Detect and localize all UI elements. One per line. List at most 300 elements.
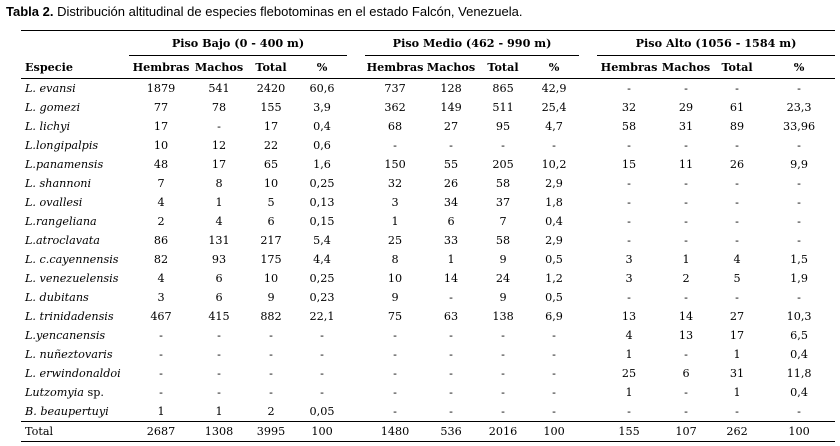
table-cell: 32	[387, 177, 403, 190]
table-cell: 6,9	[545, 310, 563, 323]
table-cell: 0,23	[309, 291, 335, 304]
caption-text: Distribución altitudinal de especies flebotominas en el estado Falcón, Venezuela.	[57, 4, 523, 19]
table-cell: 58	[495, 177, 511, 190]
table-cell: 415	[208, 310, 230, 323]
table-cell: -	[501, 405, 505, 418]
table-cell: 6	[682, 367, 690, 380]
species-table	[21, 30, 835, 442]
table-cell: 541	[208, 82, 230, 95]
table-cell: 93	[211, 253, 227, 266]
table-cell: 25	[387, 234, 403, 247]
table-cell: 60,6	[309, 82, 335, 95]
table-row	[21, 250, 835, 269]
table-cell: 1	[391, 215, 399, 228]
table-row	[21, 345, 835, 364]
table-cell: 7	[499, 215, 507, 228]
species-name-text: L.atroclavata	[25, 234, 100, 247]
table-cell: 107	[661, 422, 711, 442]
table-cell: 48	[153, 158, 169, 171]
table-row	[21, 288, 835, 307]
table-cell: 33	[443, 234, 459, 247]
species-name	[21, 98, 129, 117]
table-cell: -	[684, 215, 688, 228]
column-header: Hembras	[132, 60, 190, 74]
total-row	[21, 422, 835, 442]
table-cell: -	[684, 82, 688, 95]
species-name	[21, 326, 129, 345]
table-cell: -	[449, 139, 453, 152]
table-cell: -	[735, 196, 739, 209]
table-cell: 2,9	[545, 234, 563, 247]
table-cell: 86	[153, 234, 169, 247]
table-cell: 61	[729, 101, 745, 114]
table-cell: 0,05	[309, 405, 335, 418]
column-header: Hembras	[600, 60, 658, 74]
table-row	[21, 212, 835, 231]
group-header-bajo: Piso Bajo (0 - 400 m)	[129, 31, 347, 56]
table-cell: -	[449, 386, 453, 399]
table-row	[21, 193, 835, 212]
table-cell: -	[797, 291, 801, 304]
table-cell: 155	[260, 101, 282, 114]
table-cell: 1879	[146, 82, 176, 95]
table-cell: 1,5	[790, 253, 808, 266]
table-cell: 100	[529, 422, 579, 442]
table-cell: 22,1	[309, 310, 335, 323]
species-name-text: B. beaupertuyi	[25, 405, 109, 418]
table-cell: 10,2	[541, 158, 567, 171]
total-label	[21, 422, 129, 442]
table-cell: -	[627, 177, 631, 190]
table-cell: -	[320, 367, 324, 380]
column-header-species: Especie	[25, 59, 73, 74]
table-cell: 9	[499, 253, 507, 266]
table-cell: -	[735, 82, 739, 95]
table-cell: -	[217, 329, 221, 342]
species-name-text: L. nuñeztovaris	[25, 348, 113, 361]
table-cell: 1	[157, 405, 165, 418]
table-cell: 2016	[477, 422, 529, 442]
species-name	[21, 174, 129, 193]
species-name	[21, 231, 129, 250]
table-row	[21, 307, 835, 326]
table-cell: 58	[495, 234, 511, 247]
table-cell: 14	[443, 272, 459, 285]
column-header: Total	[255, 60, 287, 74]
table-cell: -	[449, 367, 453, 380]
table-cell: 37	[495, 196, 511, 209]
table-cell: 9	[391, 291, 399, 304]
table-cell: 1,9	[790, 272, 808, 285]
table-cell: -	[552, 329, 556, 342]
table-row	[21, 326, 835, 345]
table-cell: 1308	[193, 422, 245, 442]
table-cell: 4	[157, 272, 165, 285]
table-cell: -	[684, 291, 688, 304]
table-cell: 9	[267, 291, 275, 304]
table-cell: 128	[440, 82, 462, 95]
table-cell: 2,9	[545, 177, 563, 190]
table-cell: 536	[425, 422, 477, 442]
table-cell: -	[393, 405, 397, 418]
table-cell: 65	[263, 158, 279, 171]
table-cell: 42,9	[541, 82, 567, 95]
table-cell: -	[735, 234, 739, 247]
table-cell: 0,4	[790, 386, 808, 399]
table-row	[21, 79, 835, 99]
table-cell: 17	[729, 329, 745, 342]
table-cell: -	[684, 405, 688, 418]
table-cell: 78	[211, 101, 227, 114]
table-cell: 15	[621, 158, 637, 171]
table-cell: 865	[492, 82, 514, 95]
table-cell: 100	[763, 422, 835, 442]
table-cell: 2	[267, 405, 275, 418]
table-cell: 262	[711, 422, 763, 442]
table-cell: 27	[443, 120, 459, 133]
table-cell: -	[393, 139, 397, 152]
table-cell: 77	[153, 101, 169, 114]
table-cell: -	[735, 215, 739, 228]
table-cell: -	[269, 348, 273, 361]
table-cell: 5	[733, 272, 741, 285]
table-cell: 0,25	[309, 177, 335, 190]
table-cell: 5	[267, 196, 275, 209]
table-cell: -	[797, 177, 801, 190]
table-cell: -	[449, 405, 453, 418]
table-row	[21, 98, 835, 117]
column-header-row	[21, 56, 835, 79]
table-cell: 511	[492, 101, 514, 114]
table-cell: 22	[263, 139, 279, 152]
table-cell: -	[684, 348, 688, 361]
table-cell: -	[501, 367, 505, 380]
table-cell: 23,3	[786, 101, 812, 114]
table-cell: 31	[729, 367, 745, 380]
table-cell: 1	[625, 348, 633, 361]
species-name-text: L. evansi	[25, 82, 76, 95]
table-cell: -	[501, 139, 505, 152]
table-cell: 8	[215, 177, 223, 190]
species-name	[21, 212, 129, 231]
table-cell: -	[320, 386, 324, 399]
table-cell: 1,8	[545, 196, 563, 209]
table-cell: -	[449, 291, 453, 304]
table-cell: 1	[215, 405, 223, 418]
table-cell: 1,2	[545, 272, 563, 285]
table-cell: 1	[215, 196, 223, 209]
table-cell: -	[552, 386, 556, 399]
table-cell: -	[393, 386, 397, 399]
column-header: %	[793, 60, 805, 74]
table-cell: -	[627, 405, 631, 418]
table-cell: -	[627, 291, 631, 304]
species-name-text: L. c.cayennensis	[25, 253, 119, 266]
species-name	[21, 79, 129, 99]
table-cell: 63	[443, 310, 459, 323]
table-cell: 2420	[256, 82, 286, 95]
table-cell: -	[735, 405, 739, 418]
species-name	[21, 288, 129, 307]
table-cell: -	[449, 348, 453, 361]
table-cell: 11	[678, 158, 694, 171]
table-cell: 29	[678, 101, 694, 114]
species-name-text: L. ovallesi	[25, 196, 83, 209]
table-cell: -	[735, 177, 739, 190]
column-header: Total	[721, 60, 753, 74]
table-cell: 9	[499, 291, 507, 304]
table-cell: -	[552, 139, 556, 152]
table-cell: 17	[211, 158, 227, 171]
column-header: %	[316, 60, 328, 74]
table-cell: 10	[263, 177, 279, 190]
group-header-row	[21, 31, 835, 56]
species-name	[21, 383, 129, 402]
species-name	[21, 136, 129, 155]
table-cell: 0,13	[309, 196, 335, 209]
table-cell: 26	[443, 177, 459, 190]
table-cell: 2	[157, 215, 165, 228]
species-name	[21, 250, 129, 269]
table-cell: 34	[443, 196, 459, 209]
species-name	[21, 117, 129, 136]
table-cell: 25,4	[541, 101, 567, 114]
table-cell: -	[627, 82, 631, 95]
table-row	[21, 174, 835, 193]
table-cell: 26	[729, 158, 745, 171]
table-cell: 205	[492, 158, 514, 171]
table-row	[21, 117, 835, 136]
table-cell: -	[217, 386, 221, 399]
table-row	[21, 269, 835, 288]
table-cell: 10	[153, 139, 169, 152]
table-cell: 9,9	[790, 158, 808, 171]
table-cell: -	[627, 215, 631, 228]
table-row	[21, 155, 835, 174]
table-cell: -	[552, 348, 556, 361]
table-cell: 89	[729, 120, 745, 133]
species-name-text: L. venezuelensis	[25, 272, 119, 285]
table-cell: -	[269, 329, 273, 342]
species-name-text: Total	[25, 425, 54, 438]
table-cell: 17	[263, 120, 279, 133]
table-cell: -	[797, 196, 801, 209]
table-cell: 10	[263, 272, 279, 285]
table-cell: 1,6	[313, 158, 331, 171]
species-name	[21, 402, 129, 422]
table-cell: -	[501, 348, 505, 361]
column-header: Hembras	[366, 60, 424, 74]
table-cell: -	[320, 329, 324, 342]
table-cell: 4	[625, 329, 633, 342]
species-name	[21, 307, 129, 326]
table-cell: 150	[384, 158, 406, 171]
table-cell: 6,5	[790, 329, 808, 342]
table-cell: -	[684, 177, 688, 190]
table-cell: -	[735, 291, 739, 304]
table-cell: 13	[678, 329, 694, 342]
table-cell: 0,4	[313, 120, 331, 133]
table-cell: 75	[387, 310, 403, 323]
species-name	[21, 193, 129, 212]
table-cell: 55	[443, 158, 459, 171]
table-cell: -	[217, 367, 221, 380]
table-cell: -	[393, 348, 397, 361]
table-cell: -	[393, 367, 397, 380]
table-cell: 8	[391, 253, 399, 266]
table-cell: 1	[447, 253, 455, 266]
table-cell: -	[501, 386, 505, 399]
table-cell: 12	[211, 139, 227, 152]
table-cell: 58	[621, 120, 637, 133]
table-cell: 32	[621, 101, 637, 114]
column-header: Machos	[194, 60, 244, 74]
table-cell: -	[217, 348, 221, 361]
table-cell: -	[159, 386, 163, 399]
table-cell: -	[797, 234, 801, 247]
table-cell: 1	[733, 348, 741, 361]
table-cell: 3	[625, 253, 633, 266]
table-cell: 2687	[129, 422, 193, 442]
table-cell: 0,6	[313, 139, 331, 152]
table-cell: 4,7	[545, 120, 563, 133]
table-cell: -	[735, 139, 739, 152]
table-row	[21, 402, 835, 422]
species-name	[21, 345, 129, 364]
table-cell: -	[449, 329, 453, 342]
table-cell: -	[627, 139, 631, 152]
table-cell: 217	[260, 234, 282, 247]
table-cell: 4,4	[313, 253, 331, 266]
table-cell: 0,4	[545, 215, 563, 228]
species-name-text: L.rangeliana	[25, 215, 97, 228]
table-cell: 4	[215, 215, 223, 228]
table-cell: -	[797, 139, 801, 152]
table-row	[21, 383, 835, 402]
table-cell: -	[320, 348, 324, 361]
species-name-text: L. trinidadensis	[25, 310, 114, 323]
species-name	[21, 155, 129, 174]
table-cell: 3	[625, 272, 633, 285]
table-cell: -	[797, 82, 801, 95]
table-cell: 5,4	[313, 234, 331, 247]
species-name-text: L. lichyi	[25, 120, 71, 133]
species-name-text: L.yencanensis	[25, 329, 106, 342]
species-name	[21, 269, 129, 288]
table-cell: 25	[621, 367, 637, 380]
table-cell: -	[684, 196, 688, 209]
table-cell: 1480	[365, 422, 425, 442]
table-cell: 95	[495, 120, 511, 133]
table-cell: 155	[597, 422, 661, 442]
table-cell: 10,3	[786, 310, 812, 323]
column-header: Machos	[661, 60, 711, 74]
table-cell: 27	[729, 310, 745, 323]
table-cell: -	[627, 196, 631, 209]
table-cell: 100	[297, 422, 347, 442]
table-cell: -	[552, 367, 556, 380]
species-name-text: L. dubitans	[25, 291, 89, 304]
table-cell: 3995	[245, 422, 297, 442]
species-name-text: Lutzomyia	[25, 386, 84, 399]
species-name-text: L.panamensis	[25, 158, 104, 171]
column-header: Total	[487, 60, 519, 74]
group-header-medio: Piso Medio (462 - 990 m)	[365, 31, 579, 56]
column-header: %	[548, 60, 560, 74]
species-name-text: L. shannoni	[25, 177, 92, 190]
table-cell: 3	[157, 291, 165, 304]
table-cell: 0,25	[309, 272, 335, 285]
table-cell: 13	[621, 310, 637, 323]
table-cell: 1	[625, 386, 633, 399]
table-body	[21, 79, 835, 442]
species-name-text: L.longipalpis	[25, 139, 99, 152]
table-cell: -	[684, 386, 688, 399]
table-cell: -	[797, 405, 801, 418]
table-cell: 175	[260, 253, 282, 266]
table-cell: 10	[387, 272, 403, 285]
table-cell: 31	[678, 120, 694, 133]
table-cell: 1	[682, 253, 690, 266]
table-row	[21, 364, 835, 383]
table-cell: 33,96	[783, 120, 816, 133]
table-cell: 6	[215, 272, 223, 285]
table-cell: 4	[157, 196, 165, 209]
table-cell: -	[684, 139, 688, 152]
column-header: Machos	[426, 60, 476, 74]
table-cell: 11,8	[786, 367, 812, 380]
table-cell: 14	[678, 310, 694, 323]
table-cell: 882	[260, 310, 282, 323]
table-cell: -	[552, 405, 556, 418]
table-cell: -	[501, 329, 505, 342]
table-cell: -	[159, 348, 163, 361]
caption-label: Tabla 2.	[6, 4, 54, 19]
table-cell: -	[627, 234, 631, 247]
table-cell: 3,9	[313, 101, 331, 114]
table-cell: 6	[447, 215, 455, 228]
table-caption	[6, 4, 522, 19]
table-cell: 0,15	[309, 215, 335, 228]
table-cell: 467	[150, 310, 172, 323]
table-row	[21, 231, 835, 250]
table-row	[21, 136, 835, 155]
species-name-text: L. gomezi	[25, 101, 81, 114]
table-cell: 68	[387, 120, 403, 133]
table-cell: 737	[384, 82, 406, 95]
table-cell: 82	[153, 253, 169, 266]
table-cell: -	[684, 234, 688, 247]
species-name-suffix: sp.	[83, 386, 104, 399]
table-cell: -	[393, 329, 397, 342]
table-cell: -	[159, 367, 163, 380]
table-cell: 362	[384, 101, 406, 114]
species-name-text: L. erwindonaldoi	[25, 367, 121, 380]
table-cell: -	[217, 120, 221, 133]
table-cell: 17	[153, 120, 169, 133]
table-cell: 0,5	[545, 291, 563, 304]
table-cell: 7	[157, 177, 165, 190]
table-cell: 131	[208, 234, 230, 247]
table-cell: -	[797, 215, 801, 228]
table-cell: 0,5	[545, 253, 563, 266]
species-name	[21, 364, 129, 383]
table-cell: 4	[733, 253, 741, 266]
table-cell: 6	[215, 291, 223, 304]
table-cell: 6	[267, 215, 275, 228]
table-cell: 24	[495, 272, 511, 285]
table-cell: 2	[682, 272, 690, 285]
